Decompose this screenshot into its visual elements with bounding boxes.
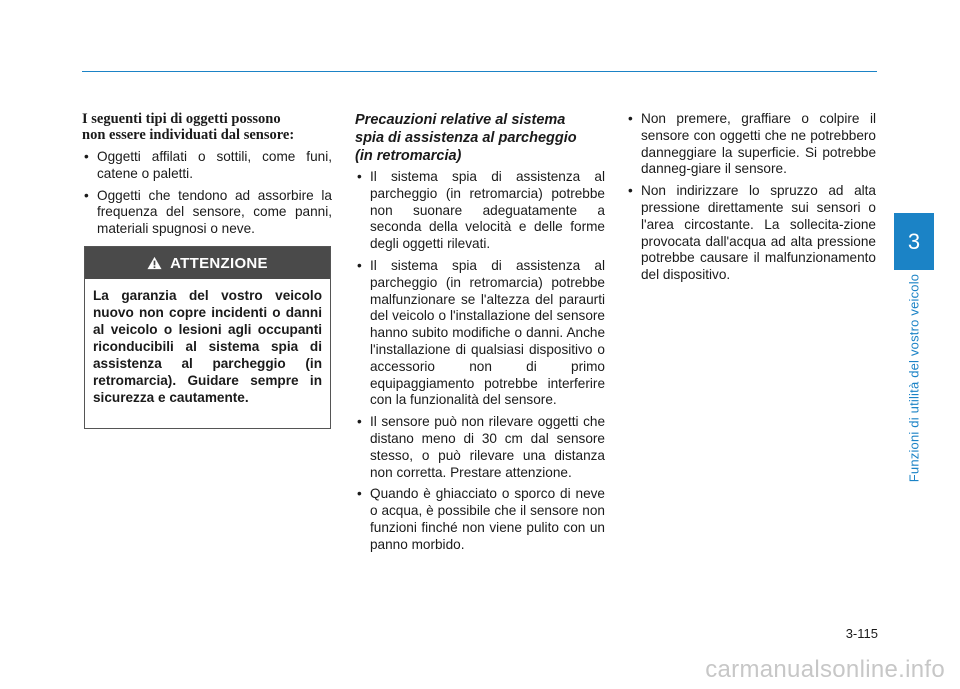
column-3: [626, 111, 876, 289]
precautions-list: [355, 169, 605, 554]
warning-box: [84, 246, 331, 429]
page-number: 3-115: [845, 626, 878, 641]
watermark: carmanualsonline.info: [705, 656, 945, 683]
list-item: • Il sistema spia di assistenza al parcheggio (in retromarcia) potrebbe non suonare adeguatamente a seconda della velocità e delle forme degli oggetti rilevati.: [355, 169, 605, 253]
list-item: • Oggetti che tendono ad assorbire la frequenza del sensore, come panni, materiali spugnosi o neve.: [82, 188, 332, 238]
warning-header: [85, 247, 330, 279]
warning-title: ATTENZIONE: [170, 254, 268, 272]
chapter-number: 3: [907, 228, 921, 254]
list-item: • Non indirizzare lo spruzzo ad alta pressione direttamente sui sensori o l'area circostante. La sollecita-zione provocata dall'acqua ad alta pressione potrebbe causare il malfunzionamento del dispositivo.: [626, 183, 876, 284]
list-item: • Quando è ghiacciato o sporco di neve o acqua, è possibile che il sensore non funzioni finché non viene pulito con un panno morbido.: [355, 486, 605, 553]
chapter-tab: [894, 213, 934, 270]
undetectable-objects-list: [82, 149, 332, 238]
undetectable-objects-heading: I seguenti tipi di oggetti possono non essere individuati dal sensore:: [82, 111, 295, 143]
list-item: • Il sistema spia di assistenza al parcheggio (in retromarcia) potrebbe malfunzionare se l'altezza del paraurti del veicolo o l'installazione del sensore hanno subito modifiche o danni. Anche l'installazione di qualsiasi dispositivo o accessorio non di primo equipaggiamento potrebbe interferire con la funzionalità del sensore.: [355, 258, 605, 409]
list-item: • Non premere, graffiare o colpire il sensore con oggetti che ne potrebbero danneggiare la superficie. Si potrebbe danneg-giare il sensore.: [626, 111, 876, 178]
column-2: [355, 111, 605, 559]
warning-triangle-icon: [147, 256, 162, 270]
chapter-title: Funzioni di utilità del vostro veicolo: [906, 273, 922, 483]
warning-text: La garanzia del vostro veicolo nuovo non copre incidenti o danni al veicolo o lesioni agli occupanti riconducibili al sistema spia di assistenza al parcheggio (in retromarcia). Guidare sempre in sicurezza e cautamente.: [93, 288, 322, 405]
precautions-heading: Precauzioni relative al sistema spia di assistenza al parcheggio (in retromarcia): [355, 112, 577, 164]
header-rule: [82, 71, 877, 72]
column-1: [82, 111, 332, 243]
list-item: • Oggetti affilati o sottili, come funi, catene o paletti.: [82, 149, 332, 183]
sensor-care-list: [626, 111, 876, 284]
list-item: • Il sensore può non rilevare oggetti che distano meno di 30 cm dal sensore stesso, o può rilevare una distanza non corretta. Prestare attenzione.: [355, 414, 605, 481]
